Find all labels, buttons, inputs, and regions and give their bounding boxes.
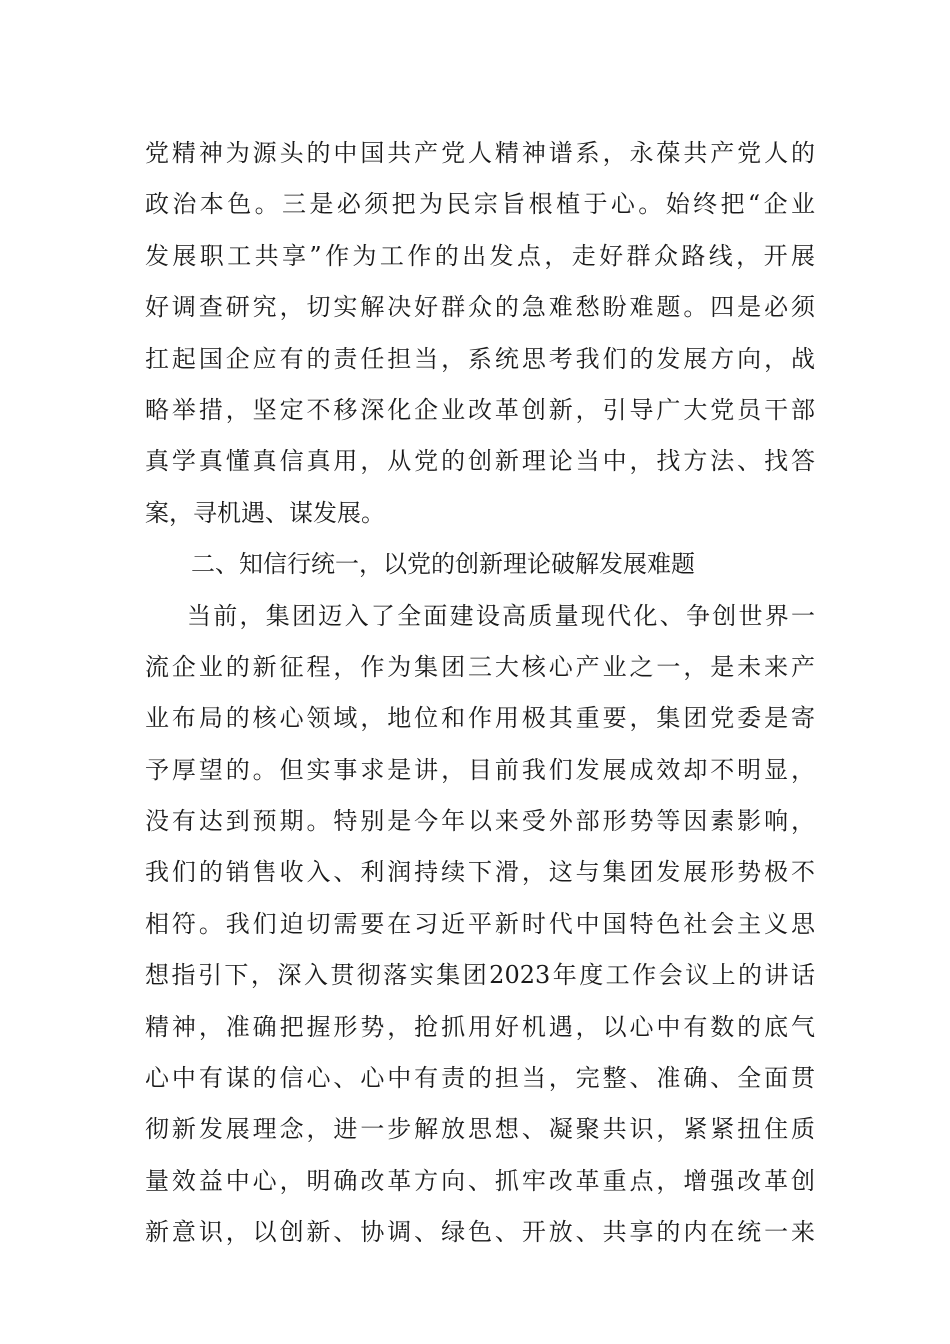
text-line: 想指引下，深入贯彻落实集团2023年度工作会议上的讲话 [145, 961, 815, 990]
text-line: 相符。我们迫切需要在习近平新时代中国特色社会主义思 [145, 909, 815, 938]
text-line: 当前，集团迈入了全面建设高质量现代化、争创世界一 [187, 601, 815, 630]
text-line: 党精神为源头的中国共产党人精神谱系，永葆共产党人的 [145, 139, 815, 167]
text-line: 没有达到预期。特别是今年以来受外部形势等因素影响， [145, 807, 815, 836]
text-line: 发展职工共享”作为工作的出发点，走好群众路线，开展 [145, 241, 815, 270]
text-line: 心中有谋的信心、心中有责的担当，完整、准确、全面贯 [145, 1064, 815, 1093]
text-line: 略举措，坚定不移深化企业改革创新，引导广大党员干部 [145, 395, 815, 424]
text-line: 我们的销售收入、利润持续下滑，这与集团发展形势极不 [145, 858, 815, 887]
text-line: 量效益中心，明确改革方向、抓牢改革重点，增强改革创 [145, 1166, 815, 1195]
text-line: 业布局的核心领域，地位和作用极其重要，集团党委是寄 [145, 704, 815, 733]
text-line: 政治本色。三是必须把为民宗旨根植于心。始终把“企业 [145, 190, 815, 219]
text-line: 案，寻机遇、谋发展。 [145, 498, 385, 527]
text-line: 予厚望的。但实事求是讲，目前我们发展成效却不明显， [145, 755, 815, 784]
text-line: 彻新发展理念，进一步解放思想、凝聚共识，紧紧扭住质 [145, 1115, 815, 1144]
section-heading: 二、知信行统一，以党的创新理论破解发展难题 [191, 550, 695, 579]
text-line: 新意识，以创新、协调、绿色、开放、共享的内在统一来 [145, 1218, 815, 1247]
text-line: 真学真懂真信真用，从党的创新理论当中，找方法、找答 [145, 447, 815, 476]
document-body [145, 128, 815, 1259]
text-line: 精神，准确把握形势，抢抓用好机遇，以心中有数的底气 [145, 1012, 815, 1041]
text-line: 好调查研究，切实解决好群众的急难愁盼难题。四是必须 [145, 293, 815, 322]
text-line: 流企业的新征程，作为集团三大核心产业之一，是未来产 [145, 652, 815, 681]
text-line: 扛起国企应有的责任担当，系统思考我们的发展方向，战 [145, 344, 815, 373]
